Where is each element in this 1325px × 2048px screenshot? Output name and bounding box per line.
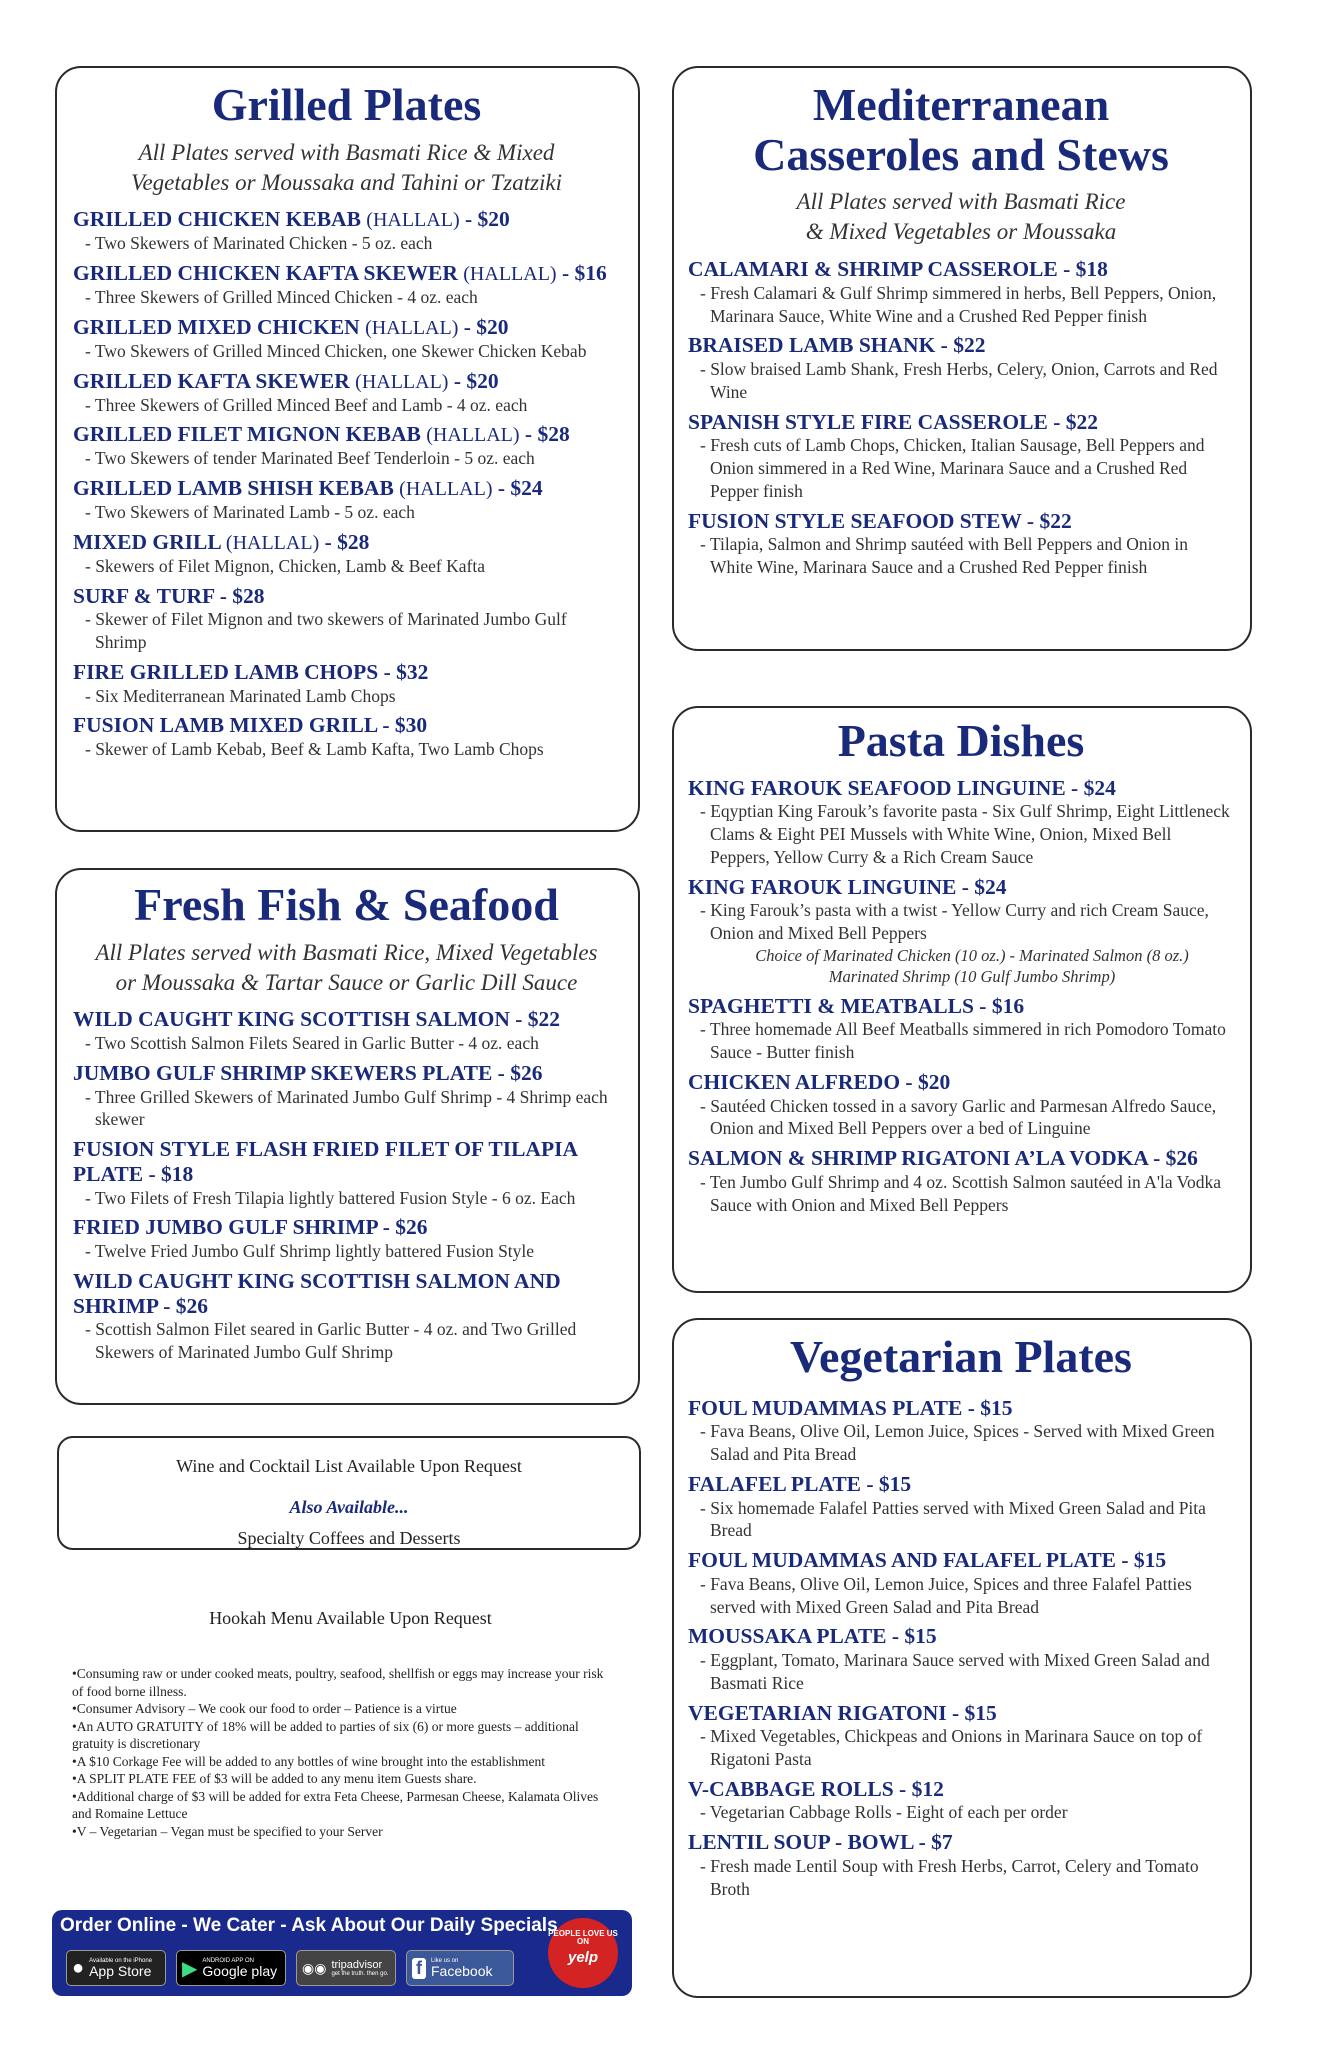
item-title: KING FAROUK LINGUINE - $24: [688, 874, 1007, 899]
badge-label: Google play: [202, 1963, 278, 1979]
badge-label: Facebook: [431, 1963, 493, 1979]
menu-item: [688, 1472, 1234, 1542]
item-title: FUSION LAMB MIXED GRILL - $30: [73, 713, 428, 738]
menu-item-name: [688, 1146, 1234, 1171]
item-price: - $20: [463, 314, 509, 339]
menu-item-note: Choice of Marinated Chicken (10 oz.) - Marinated Salmon (8 oz.): [755, 945, 1189, 965]
menu-item-description: - Mixed Vegetables, Chickpeas and Onions in Marinara Sauce on top of Rigatoni Pasta: [700, 1726, 1203, 1770]
menu-item-description: - Skewers of Filet Mignon, Chicken, Lamb & Beef Kafta: [85, 555, 485, 576]
menu-item-name: [73, 584, 620, 609]
coffee-desserts: Specialty Coffees and Desserts: [237, 1528, 461, 1548]
vegetarian-section: [672, 1318, 1252, 1998]
item-title: GRILLED KAFTA SKEWER: [73, 368, 350, 393]
menu-item-description: - Three Skewers of Grilled Minced Chicken - 4 oz. each: [85, 287, 478, 308]
menu-item-description: - Twelve Fried Jumbo Gulf Shrimp lightly battered Fusion Style: [85, 1241, 535, 1262]
menu-item-description: - Two Scottish Salmon Filets Seared in Garlic Butter - 4 oz. each: [85, 1033, 539, 1054]
item-title: GRILLED MIXED CHICKEN: [73, 314, 360, 339]
item-title: LENTIL SOUP - BOWL - $7: [688, 1830, 953, 1855]
pasta-section: [672, 706, 1252, 1293]
section-title: Fresh Fish & Seafood: [134, 879, 559, 930]
menu-item-description: - Two Skewers of Marinated Lamb - 5 oz. each: [85, 502, 415, 523]
apple-icon: ●: [72, 1956, 85, 1979]
menu-item-name: [688, 1624, 1234, 1649]
menu-item-name: [73, 1269, 620, 1318]
also-available: Also Available...: [289, 1497, 409, 1517]
menu-item: [688, 1146, 1234, 1216]
menu-item-name: [688, 509, 1234, 534]
item-title: FALAFEL PLATE - $15: [688, 1471, 912, 1496]
menu-item-name: [73, 1061, 620, 1086]
item-title: WILD CAUGHT KING SCOTTISH SALMON AND SHRIMP - $26: [73, 1268, 561, 1318]
menu-item: [688, 509, 1234, 579]
menu-item: [688, 994, 1234, 1064]
menu-item: [688, 333, 1234, 403]
menu-item: [688, 1548, 1234, 1618]
menu-item-name: [73, 1007, 620, 1032]
menu-item-name: [73, 476, 620, 501]
fine-print-line: •Additional charge of $3 will be added for extra Feta Cheese, Parmesan Cheese, Kalamata Olives and Romaine Lettuce: [72, 1788, 599, 1822]
item-title: CALAMARI & SHRIMP CASSEROLE - $18: [688, 257, 1108, 282]
info-box: [57, 1436, 641, 1550]
menu-item: [73, 1137, 620, 1209]
menu-item-name: [688, 1777, 1234, 1802]
menu-item: [73, 207, 620, 255]
wine-list-note: Wine and Cocktail List Available Upon Request: [176, 1456, 522, 1476]
mediterranean-section: [672, 66, 1252, 651]
menu-item-name: [688, 1548, 1234, 1573]
menu-item-name: [73, 1137, 620, 1186]
item-title: FOUL MUDAMMAS AND FALAFEL PLATE - $15: [688, 1548, 1167, 1573]
menu-item: [73, 1215, 620, 1262]
fine-print-line: •Consumer Advisory – We cook our food to order – Patience is a virtue: [72, 1701, 457, 1717]
menu-item-description: - Two Filets of Fresh Tilapia lightly battered Fusion Style - 6 oz. Each: [85, 1187, 576, 1208]
menu-item-name: [688, 1396, 1234, 1421]
item-title: BRAISED LAMB SHANK - $22: [688, 333, 986, 358]
menu-item: [73, 713, 620, 760]
subtitle-line: Vegetables or Moussaka and Tahini or Tzatziki: [130, 169, 563, 195]
menu-item: [73, 660, 620, 707]
item-title: WILD CAUGHT KING SCOTTISH SALMON - $22: [73, 1007, 561, 1032]
menu-item: [73, 584, 620, 654]
item-title: SALMON & SHRIMP RIGATONI A’LA VODKA - $26: [688, 1146, 1198, 1171]
section-subtitle: [73, 938, 620, 998]
menu-item-name: [73, 369, 620, 394]
google-play-badge[interactable]: [176, 1950, 286, 1986]
menu-item: [73, 1007, 620, 1054]
menu-item-description: - Eggplant, Tomato, Marinara Sauce served with Mixed Green Salad and Basmati Rice: [700, 1650, 1210, 1693]
menu-item: [73, 476, 620, 524]
menu-item-name: [73, 261, 620, 286]
hallal-tag: (HALLAL): [463, 263, 557, 286]
menu-item: [73, 1269, 620, 1364]
hallal-tag: (HALLAL): [225, 531, 320, 554]
menu-item: [688, 1396, 1234, 1466]
section-title: Pasta Dishes: [837, 715, 1085, 766]
menu-item-name: [688, 1472, 1234, 1497]
item-title: SPANISH STYLE FIRE CASSEROLE - $22: [688, 409, 1098, 434]
menu-item: [688, 1624, 1234, 1694]
menu-item-description: - Sautéed Chicken tossed in a savory Garlic and Parmesan Alfredo Sauce, Onion and Mixed Bell Peppers over a bed of Linguine: [700, 1095, 1217, 1139]
fine-print-line: •Consuming raw or under cooked meats, poultry, seafood, shellfish or eggs may increase your risk of food borne illness.: [72, 1666, 604, 1699]
subtitle-line: All Plates served with Basmati Rice, Mixed Vegetables: [95, 939, 598, 965]
menu-item: [73, 530, 620, 578]
subtitle-line: All Plates served with Basmati Rice: [796, 189, 1126, 215]
item-price: - $20: [464, 207, 510, 232]
yelp-top-text: PEOPLE LOVE US ON: [548, 1929, 618, 1947]
section-title: [688, 80, 1234, 179]
menu-item-name: [688, 875, 1234, 900]
item-title: GRILLED CHICKEN KEBAB: [73, 207, 361, 232]
menu-item-description: - Two Skewers of tender Marinated Beef Tenderloin - 5 oz. each: [85, 448, 535, 469]
item-title: FOUL MUDAMMAS PLATE - $15: [688, 1395, 1013, 1420]
section-title: Vegetarian Plates: [790, 1331, 1132, 1382]
menu-item-name: [688, 1701, 1234, 1726]
section-title: Grilled Plates: [211, 79, 482, 130]
item-title: KING FAROUK SEAFOOD LINGUINE - $24: [688, 775, 1116, 800]
menu-item-name: [688, 994, 1234, 1019]
menu-item-description: - Fava Beans, Olive Oil, Lemon Juice, Spices - Served with Mixed Green Salad and Pita Bread: [700, 1421, 1215, 1465]
section-subtitle: [73, 138, 620, 198]
menu-item-description: - Three homemade All Beef Meatballs simmered in rich Pomodoro Tomato Sauce - Butter finish: [700, 1019, 1226, 1063]
menu-item: [688, 257, 1234, 327]
item-title: GRILLED CHICKEN KAFTA SKEWER: [73, 261, 458, 286]
menu-item-name: [73, 315, 620, 340]
menu-item: [688, 1777, 1234, 1824]
badge-small: Like us on: [431, 1958, 459, 1964]
section-subtitle: [688, 187, 1234, 247]
menu-item: [688, 1830, 1234, 1900]
facebook-badge[interactable]: [406, 1950, 514, 1986]
yelp-badge[interactable]: [548, 1918, 618, 1988]
item-title: SPAGHETTI & MEATBALLS - $16: [688, 993, 1025, 1018]
item-price: - $28: [324, 529, 370, 554]
item-title: GRILLED LAMB SHISH KEBAB: [73, 476, 394, 501]
menu-item: [688, 1070, 1234, 1140]
hallal-tag: (HALLAL): [399, 478, 493, 501]
menu-item-name: [688, 410, 1234, 435]
menu-item-note: Marinated Shrimp (10 Gulf Jumbo Shrimp): [828, 967, 1116, 987]
item-title: MIXED GRILL: [73, 529, 221, 554]
menu-item: [73, 422, 620, 470]
subtitle-line: or Moussaka & Tartar Sauce or Garlic Dill Sauce: [115, 969, 578, 995]
menu-item: [73, 261, 620, 309]
yelp-logo-text: yelp: [567, 1948, 598, 1966]
menu-item-name: [73, 530, 620, 555]
app-store-badge[interactable]: [66, 1950, 166, 1986]
hallal-tag: (HALLAL): [366, 209, 460, 232]
tripadvisor-badge[interactable]: [296, 1950, 396, 1986]
facebook-icon: f: [412, 1958, 426, 1979]
menu-item-description: - Skewer of Filet Mignon and two skewers of Marinated Jumbo Gulf Shrimp: [85, 609, 567, 653]
play-icon: ▶: [182, 1957, 198, 1980]
menu-item-name: [73, 660, 620, 685]
menu-item-name: [73, 422, 620, 447]
fine-print-line: •An AUTO GRATUITY of 18% will be added to parties of six (6) or more guests – additional gratuity is discretionary: [72, 1718, 579, 1752]
menu-item-description: - Fresh made Lentil Soup with Fresh Herbs, Carrot, Celery and Tomato Broth: [700, 1855, 1199, 1899]
menu-item-description: - Fresh Calamari & Gulf Shrimp simmered in herbs, Bell Peppers, Onion, Marinara Sauce, White Wine and a Crushed Red Pepper finish: [700, 282, 1217, 326]
subtitle-line: All Plates served with Basmati Rice & Mixed: [138, 139, 555, 165]
badge-label: tripadvisor: [331, 1958, 383, 1971]
menu-item-description: - Ten Jumbo Gulf Shrimp and 4 oz. Scottish Salmon sautéed in A'la Vodka Sauce with Onion and Mixed Bell Peppers: [700, 1171, 1222, 1215]
menu-item-description: - Skewer of Lamb Kebab, Beef & Lamb Kafta, Two Lamb Chops: [85, 739, 544, 760]
menu-item-description: - King Farouk’s pasta with a twist - Yellow Curry and rich Cream Sauce, Onion and Mixed Bell Peppers: [700, 900, 1209, 944]
menu-item: [688, 410, 1234, 503]
menu-item-description: - Six homemade Falafel Patties served with Mixed Green Salad and Pita Bread: [700, 1497, 1206, 1541]
item-title: FIRE GRILLED LAMB CHOPS - $32: [73, 659, 429, 684]
fine-print-line: •A $10 Corkage Fee will be added to any bottles of wine brought into the establishment: [72, 1753, 546, 1769]
menu-item: [688, 776, 1234, 869]
item-title: FRIED JUMBO GULF SHRIMP - $26: [73, 1215, 428, 1240]
item-title: SURF & TURF - $28: [73, 583, 265, 608]
subtitle-line: & Mixed Vegetables or Moussaka: [805, 219, 1117, 245]
title-line: Casseroles and Stews: [753, 128, 1169, 180]
menu-item-description: - Three Grilled Skewers of Marinated Jumbo Gulf Shrimp - 4 Shrimp each skewer: [85, 1086, 608, 1130]
item-price: - $28: [524, 422, 570, 447]
item-price: - $24: [497, 476, 543, 501]
menu-item-name: [688, 1070, 1234, 1095]
order-online-bar: [52, 1910, 632, 1996]
menu-item-name: [688, 1830, 1234, 1855]
menu-item-name: [73, 207, 620, 232]
badge-small: get the truth. then go.: [331, 1970, 389, 1977]
menu-item-description: - Vegetarian Cabbage Rolls - Eight of each per order: [700, 1802, 1068, 1823]
hookah-note: Hookah Menu Available Upon Request: [209, 1608, 492, 1628]
menu-item-description: - Two Skewers of Grilled Minced Chicken, one Skewer Chicken Kebab: [85, 340, 587, 361]
menu-item-name: [688, 333, 1234, 358]
menu-item-description: - Slow braised Lamb Shank, Fresh Herbs, Celery, Onion, Carrots and Red Wine: [700, 359, 1218, 402]
owl-icon: ◉◉: [302, 1959, 327, 1976]
menu-item-name: [688, 776, 1234, 801]
hallal-tag: (HALLAL): [355, 370, 449, 393]
menu-item-description: - Six Mediterranean Marinated Lamb Chops: [85, 685, 396, 706]
menu-item-description: - Three Skewers of Grilled Minced Beef and Lamb - 4 oz. each: [85, 394, 528, 415]
menu-item: [73, 1061, 620, 1131]
badge-small: ANDROID APP ON: [202, 1958, 254, 1964]
item-title: V-CABBAGE ROLLS - $12: [688, 1776, 944, 1801]
hallal-tag: (HALLAL): [426, 424, 520, 447]
item-title: JUMBO GULF SHRIMP SKEWERS PLATE - $26: [73, 1060, 543, 1085]
item-title: CHICKEN ALFREDO - $20: [688, 1069, 951, 1094]
menu-item-name: [688, 257, 1234, 282]
fine-print-line: •A SPLIT PLATE FEE of $3 will be added to any menu item Guests share.: [72, 1771, 477, 1787]
menu-item-name: [73, 713, 620, 738]
hallal-tag: (HALLAL): [365, 316, 459, 339]
menu-item-description: - Fava Beans, Olive Oil, Lemon Juice, Spices and three Falafel Patties served with Mixed Green Salad and Pita Bread: [700, 1573, 1192, 1617]
item-price: - $20: [453, 368, 499, 393]
badge-small: Available on the iPhone: [89, 1958, 153, 1964]
menu-item-description: - Fresh cuts of Lamb Chops, Chicken, Italian Sausage, Bell Peppers and Onion simmered in a Red Wine, Marinara Sauce and a Crushed Red Pepper finish: [700, 435, 1205, 501]
fresh-fish-section: [55, 868, 640, 1405]
menu-item: [688, 875, 1234, 988]
menu-item: [688, 1701, 1234, 1771]
menu-item-description: - Two Skewers of Marinated Chicken - 5 oz. each: [85, 233, 433, 254]
item-title: GRILLED FILET MIGNON KEBAB: [73, 422, 421, 447]
item-title: MOUSSAKA PLATE - $15: [688, 1624, 937, 1649]
grilled-plates-section: [55, 66, 640, 832]
fine-print-line: •V – Vegetarian – Vegan must be specified to your Server: [72, 1823, 383, 1839]
menu-item: [73, 369, 620, 417]
menu-item-description: - Scottish Salmon Filet seared in Garlic Butter - 4 oz. and Two Grilled Skewers of Marinated Jumbo Gulf Shrimp: [85, 1319, 577, 1362]
item-title: FUSION STYLE FLASH FRIED FILET OF TILAPIA PLATE - $18: [73, 1137, 577, 1186]
menu-item-name: [73, 1215, 620, 1240]
menu-item-description: - Eqyptian King Farouk’s favorite pasta - Six Gulf Shrimp, Eight Littleneck Clams & Eight PEI Mussels with White Wine, Onion, Mixed Bell Peppers, Yellow Curry & a Rich Cream Sauce: [700, 801, 1230, 867]
fine-print: [72, 1665, 612, 1840]
item-title: FUSION STYLE SEAFOOD STEW - $22: [688, 508, 1072, 533]
title-line: Mediterranean: [812, 79, 1110, 130]
menu-item-description: - Tilapia, Salmon and Shrimp sautéed with Bell Peppers and Onion in White Wine, Marinara Sauce and a Crushed Red Pepper finish: [700, 534, 1189, 577]
menu-item: [73, 315, 620, 363]
item-title: VEGETARIAN RIGATONI - $15: [688, 1700, 997, 1725]
order-online-text: Order Online - We Cater - Ask About Our Daily Specials: [60, 1915, 558, 1936]
item-price: - $16: [561, 261, 607, 286]
badge-label: App Store: [89, 1963, 152, 1979]
